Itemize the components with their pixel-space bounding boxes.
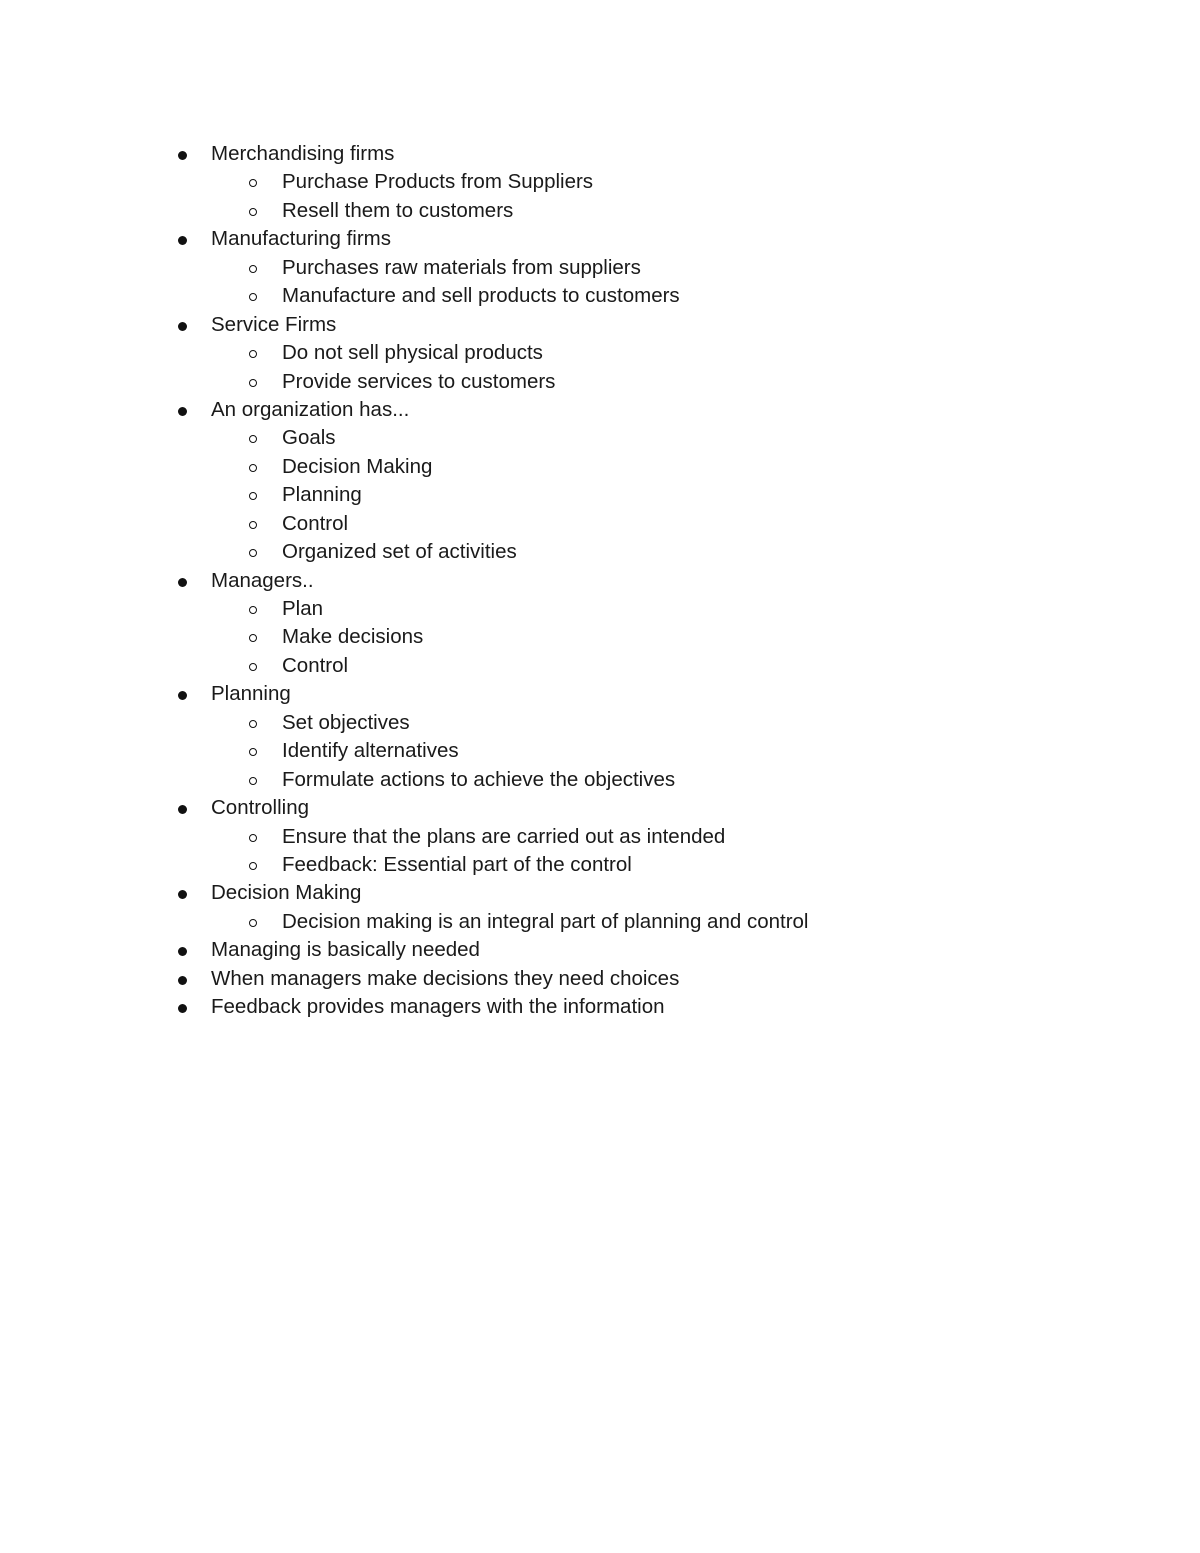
list-item-text: Manufacturing firms [211, 227, 392, 251]
sub-list-item [0, 851, 1200, 879]
sub-list-item [0, 424, 1200, 452]
sub-list-item-text: Organized set of activities [282, 540, 517, 564]
bullet-circle-icon [249, 435, 257, 443]
sub-list-item [0, 823, 1200, 851]
list-item [0, 993, 1200, 1021]
sub-list-item [0, 282, 1200, 310]
sub-list-item-text: Identify alternatives [282, 739, 459, 763]
sub-list-item [0, 339, 1200, 367]
sub-list-item-text: Plan [282, 597, 324, 620]
list-item [0, 680, 1200, 708]
bullet-circle-icon [249, 350, 257, 358]
sub-list-item-text: Make decisions [282, 625, 424, 649]
sub-list-item-text: Goals [282, 426, 336, 450]
list-item-text: Decision Making [211, 881, 362, 905]
bullet-circle-icon [249, 521, 257, 529]
list-item [0, 567, 1200, 595]
list-item-text: Merchandising firms [211, 142, 395, 165]
bullet-disc-icon [178, 890, 187, 899]
bullet-circle-icon [249, 748, 257, 756]
list-item [0, 396, 1200, 424]
sub-list-item [0, 737, 1200, 765]
list-item-text: Service Firms [211, 312, 337, 336]
list-item [0, 311, 1200, 339]
list-item [0, 794, 1200, 822]
bullet-circle-icon [249, 834, 257, 842]
bullet-disc-icon [178, 947, 187, 956]
sub-list-item-text: Formulate actions to achieve the objectives [282, 767, 676, 791]
sub-list-item-text: Planning [282, 483, 362, 507]
list-item-text: Managing is basically needed [211, 938, 480, 962]
bullet-circle-icon [249, 919, 257, 927]
sub-list-item [0, 908, 1200, 936]
list-item [0, 225, 1200, 253]
bullet-disc-icon [178, 805, 187, 814]
sub-list-item-text: Set objectives [282, 710, 410, 734]
bullet-circle-icon [249, 379, 257, 387]
sub-list-item [0, 254, 1200, 282]
bullet-circle-icon [249, 720, 257, 728]
bullet-outline [0, 140, 1200, 1022]
bullet-circle-icon [249, 293, 257, 301]
bullet-disc-icon [178, 151, 187, 160]
sub-list-item [0, 453, 1200, 481]
list-item-text: Feedback provides managers with the information [211, 995, 665, 1019]
bullet-circle-icon [249, 179, 257, 187]
sub-list-item-text: Control [282, 511, 349, 535]
list-item-text: Planning [211, 682, 291, 706]
sub-list-item-text: Decision making is an integral part of planning and control [282, 909, 809, 933]
bullet-disc-icon [178, 691, 187, 700]
bullet-disc-icon [178, 578, 187, 587]
list-item-text: Managers.. [211, 568, 314, 592]
list-item-text: Controlling [211, 796, 309, 820]
sub-list-item [0, 481, 1200, 509]
sub-list-item [0, 709, 1200, 737]
bullet-disc-icon [178, 407, 187, 416]
list-item [0, 936, 1200, 964]
bullet-disc-icon [178, 976, 187, 985]
sub-list-item [0, 766, 1200, 794]
sub-list-item-text: Decision Making [282, 454, 433, 478]
bullet-circle-icon [249, 492, 257, 500]
sub-list-item [0, 538, 1200, 566]
sub-list-item-text: Purchase Products from Suppliers [282, 170, 594, 194]
sub-list-item [0, 652, 1200, 680]
bullet-circle-icon [249, 777, 257, 785]
sub-list-item [0, 510, 1200, 538]
sub-list-item [0, 595, 1200, 623]
sub-list-item-text: Control [282, 653, 349, 677]
list-item-text: An organization has... [211, 397, 410, 421]
bullet-circle-icon [249, 208, 257, 216]
sub-list-item [0, 623, 1200, 651]
sub-list-item-text: Do not sell physical products [282, 341, 543, 365]
bullet-disc-icon [178, 322, 187, 331]
bullet-circle-icon [249, 464, 257, 472]
bullet-circle-icon [249, 549, 257, 557]
sub-list-item-text: Feedback: Essential part of the control [282, 852, 632, 876]
bullet-disc-icon [178, 236, 187, 245]
sub-list-item-text: Provide services to customers [282, 369, 556, 393]
sub-list-item [0, 368, 1200, 396]
sub-list-item-text: Resell them to customers [282, 198, 514, 222]
sub-list-item-text: Manufacture and sell products to customers [282, 284, 680, 308]
list-item [0, 965, 1200, 993]
list-item-text: When managers make decisions they need choices [211, 966, 680, 990]
bullet-circle-icon [249, 663, 257, 671]
bullet-circle-icon [249, 606, 257, 614]
sub-list-item [0, 168, 1200, 196]
list-item [0, 140, 1200, 168]
bullet-circle-icon [249, 265, 257, 273]
sub-list-item-text: Purchases raw materials from suppliers [282, 255, 641, 279]
list-item [0, 879, 1200, 907]
sub-list-item-text: Ensure that the plans are carried out as intended [282, 824, 726, 848]
bullet-circle-icon [249, 862, 257, 870]
bullet-circle-icon [249, 634, 257, 642]
bullet-disc-icon [178, 1004, 187, 1013]
sub-list-item [0, 197, 1200, 225]
